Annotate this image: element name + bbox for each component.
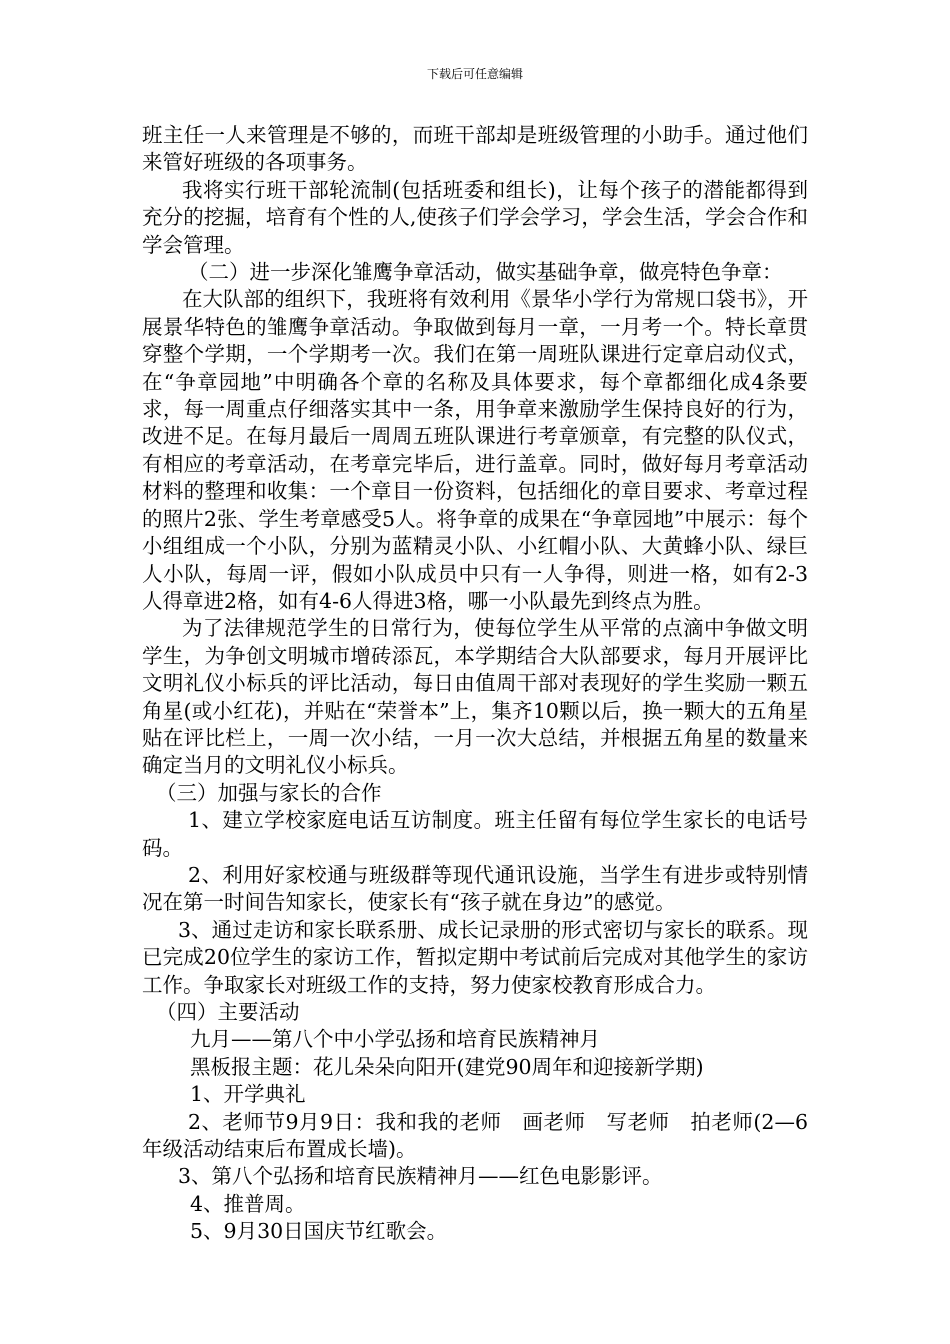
activity-month-theme: 九月——第八个中小学弘扬和培育民族精神月 xyxy=(190,1027,600,1052)
activity-blackboard-theme: 黑板报主题：花儿朵朵向阳开(建党90周年和迎接新学期) xyxy=(190,1054,704,1079)
activity-item-5: 5、9月30日国庆节红歌会。 xyxy=(190,1219,448,1244)
activity-item-3: 3、第八个弘扬和培育民族精神月——红色电影影评。 xyxy=(178,1164,663,1189)
page-header: 下载后可任意编辑 xyxy=(426,67,523,81)
activity-item-1: 1、开学典礼 xyxy=(190,1082,306,1107)
paragraph-civility-award: 为了法律规范学生的日常行为，使每位学生从平常的点滴中争做文明学生，为争创文明城市增砖添瓦，本学期结合大队部要求，每月开展评比文明礼仪小标兵的评比活动，每日由值周干部对表现好的学生奖励一颗五角星(或小红花)，并贴在“荣誉本”上，集齐10颗以后，换一颗大的五角星贴在评比栏上，一周一次小结，一月一次大总结，并根据五角星的数量来确定当月的文明礼仪小标兵。 xyxy=(142,616,808,778)
paragraph-communication-tools: 2、利用好家校通与班级群等现代通讯设施，当学生有进步或特别情况在第一时间告知家长，使家长有“孩子就在身边”的感觉。 xyxy=(142,862,808,915)
activity-item-4: 4、推普周。 xyxy=(190,1191,306,1216)
paragraph-phone-visits: 1、建立学校家庭电话互访制度。班主任留有每位学生家长的电话号码。 xyxy=(142,808,808,860)
activity-item-2: 2、老师节9月9日：我和我的老师 画老师 写老师 拍老师(2—6年级活动结束后布置成长墙)。 xyxy=(142,1109,808,1162)
paragraph-home-visits: 3、通过走访和家长联系册、成长记录册的形式密切与家长的联系。现已完成20位学生的家访工作，暂拟定期中考试前后完成对其他学生的家访工作。争取家长对班级工作的支持，努力使家校教育形成合力。 xyxy=(142,917,808,997)
paragraph-rotation-system: 我将实行班干部轮流制(包括班委和组长)，让每个孩子的潜能都得到充分的挖掘，培育有个性的人,使孩子们学会学习，学会生活，学会合作和学会管理。 xyxy=(142,177,808,257)
paragraph-class-leaders-intro: 班主任一人来管理是不够的，而班干部却是班级管理的小助手。通过他们来管好班级的各项事务。 xyxy=(142,123,808,175)
paragraph-badge-activities: 在大队部的组织下，我班将有效利用《景华小学行为常规口袋书》，开展景华特色的雏鹰争章活动。争取做到每月一章，一月考一个。特长章贯穿整个学期，一个学期考一次。我们在第一周班队课进行定章启动仪式，在“争章园地”中明确各个章的名称及具体要求，每个章都细化成4条要求，每一周重点仔细落实其中一条，用争章来激励学生保持良好的行为，改进不足。在每月最后一周周五班队课进行考章颁章，有完整的队仪式，有相应的考章活动，在考章完毕后，进行盖章。同时，做好每月考章活动材料的整理和收集：一个章目一份资料，包括细化的章目要求、考章过程的照片2张、学生考章感受5人。将争章的成果在“争章园地”中展示：每个小组组成一个小队，分别为蓝精灵小队、小红帽小队、大黄蜂小队、绿巨人小队，每周一评，假如小队成员中只有一人争得，则进一格，如有2-3人得章进2格，如有4-6人得进3格，哪一小队最先到终点为胜。 xyxy=(142,287,808,613)
document-body xyxy=(142,122,808,1246)
section-heading-eagle-badges: （二）进一步深化雏鹰争章活动，做实基础争章，做亮特色争章： xyxy=(188,260,783,285)
section-heading-main-activities: （四）主要活动 xyxy=(156,1000,300,1024)
section-heading-parent-cooperation: （三）加强与家长的合作 xyxy=(156,780,382,805)
